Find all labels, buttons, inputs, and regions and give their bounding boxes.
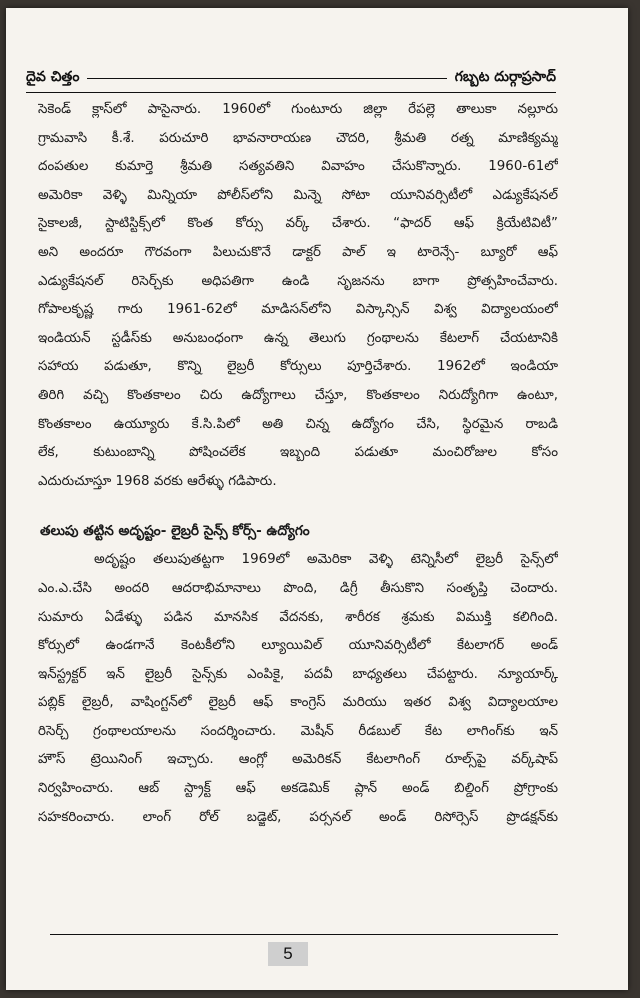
text-line: కొంతకాలం ఉయ్యూరు కే.సి.పిలో అతి చిన్న ఉద్యోగం చేసి, స్థిరమైన రాబడి [38,416,558,432]
text-line: సెకెండ్ క్లాస్‌లో పాసైనారు. 1960లో గుంటూరు జిల్లా రేపల్లె తాలుకా నల్లూరు [38,102,558,117]
text-line: గోపాలకృష్ణ గారు 1961-62లో మాడిసన్‌లోని విస్కాన్సిన్ విశ్వ విద్యాలయంలో [38,302,558,318]
running-header [26,66,556,90]
text-line: తిరిగి వచ్చి కొంతకాలం చిరు ఉద్యోగాలు చేస్తూ, కొంతకాలం నిరుద్యోగిగా ఉంటూ, [38,387,558,403]
text-line: సుమారు ఏడేళ్ళు పడిన మానసిక వేదనకు, శారీరక శ్రమకు విముక్తి కలిగింది. [38,609,558,625]
text-line: ఎం.ఎ.చేసి అందరి ఆదరాభిమానాలు పొంది, డిగ్రీ తీసుకొని సంతృప్తి చెందారు. [38,580,558,596]
text-line: కోర్సులో ఉండగానే కెంటకీలోని ల్యూయివిల్ యూనివర్సిటీలో కేటలాగర్ అండ్ [38,638,558,654]
text-line: హౌస్ ట్రెయినింగ్ ఇచ్చారు. ఆంగ్లో అమెరికన్ కేటలాగింగ్ రూల్స్‌పై వర్క్‌షాప్ [38,752,558,768]
text-line: దంపతుల కుమార్తె శ్రీమతి సత్యవతిని వివాహం చేసుకొన్నారు. 1960-61లో [38,159,558,175]
text-line: అదృష్టం తలుపుతట్టగా 1969లో అమెరికా వెళ్ళి టెన్నిసీలో లైబ్రరీ సైన్స్‌లో [94,552,558,568]
header-underline [26,92,556,93]
text-line: ఇండియన్ స్టడీస్‌కు అనుబంధంగా ఉన్న తెలుగు గ్రంథాలను కేటలాగ్ చేయటానికి [38,330,558,346]
text-line: ఇన్‌స్ట్రక్టర్ ఇన్ లైబ్రరీ సైన్స్‌కు ఎంపికై, పదవీ బాధ్యతలు చేపట్టారు. న్యూయార్క్ [38,666,558,682]
header-author: గబ్బట దుర్గాప్రసాద్ [454,68,556,85]
text-line: రిసెర్చ్ గ్రంథాలయాలను సందర్శించారు. మెషీన్ రీడబుల్ కేట లాగింగ్‌కు ఇన్ [38,723,558,739]
section-heading: తలుపు తట్టిన అదృష్టం- లైబ్రరీ సైన్స్ కోర్స్- ఉద్యోగం [40,523,310,540]
text-line: సైకాలజీ, స్టాటిస్టిక్స్‌లో కొంత కోర్సు వర్క్ చేశారు. “ఫాదర్ ఆఫ్ క్రియేటివిటీ” [38,216,558,232]
text-line: లేక, కుటుంబాన్ని పోషించలేక ఇబ్బంది పడుతూ మంచిరోజుల కోసం [38,445,558,461]
paragraph-2 [38,546,558,832]
header-rule [87,78,446,79]
page-number: 5 [268,942,308,966]
header-book-title: దైవ చిత్తం [26,68,80,85]
text-line: పబ్లిక్ లైబ్రరీ, వాషింగ్టన్‌లో లైబ్రరీ ఆఫ్ కాంగ్రెస్ మరియు ఇతర విశ్వ విద్యాలయాల [38,695,558,711]
text-line: అని అందరూ గౌరవంగా పిలుచుకొనే డాక్టర్ పాల్ ఇ టారెన్సే- బ్యూరో ఆఫ్ [38,244,558,260]
text-line: ఎడ్యుకేషనల్ రిసెర్చ్‌కు అధిపతిగా ఉండి సృజనను బాగా ప్రోత్సహించేవారు. [38,273,558,289]
text-line: అమెరికా వెళ్ళి మిన్నియా పోలీస్‌లోని మిన్నె సోటా యూనివర్సిటీలో ఎడ్యుకేషనల్ [38,187,558,203]
page-body [38,96,558,832]
footer-rule [50,934,558,935]
text-line: నిర్వహించారు. ఆబ్ స్ట్రాక్ట్ ఆఫ్ అకడెమిక్ ప్లాన్ అండ్ బిల్డింగ్ ప్రోగ్రాంకు [38,781,558,797]
text-line: ఎదురుచూస్తూ 1968 వరకు ఆరేళ్ళు గడిపారు. [38,473,277,489]
text-line: సహాయ పడుతూ, కొన్ని లైబ్రరీ కోర్సులు పూర్తిచేశారు. 1962లో ఇండియా [38,359,558,375]
paragraph-1 [38,96,558,496]
text-line: సహకరించారు. లాంగ్ రోల్ బడ్జెట్, పర్సనల్ అండ్ రిసోర్సెస్ ప్రొడక్షన్‌కు [38,809,558,825]
book-page [6,8,628,990]
text-line: గ్రామవాసి కీ.శే. పరుచూరి భావనారాయణ చౌదరి, శ్రీమతి రత్న మాణిక్యమ్మ [38,130,558,146]
